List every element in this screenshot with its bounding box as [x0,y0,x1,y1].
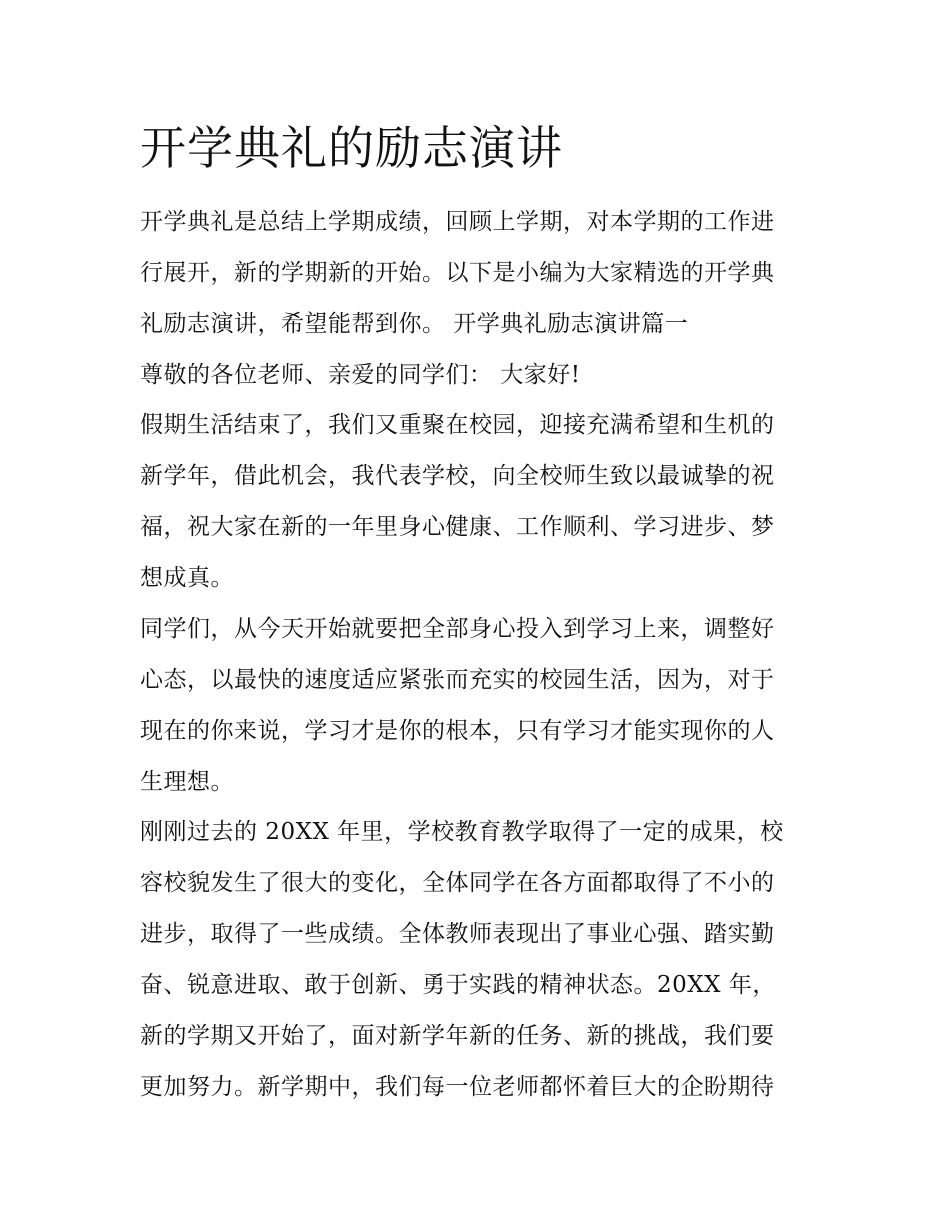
body-line: 心态，以最快的速度适应紧张而充实的校园生活，因为，对于 [140,667,775,693]
body-line: 行展开，新的学期新的开始。以下是小编为大家精选的开学典 [140,260,775,286]
body-line: 更加努力。新学期中，我们每一位老师都怀着巨大的企盼期待 [140,1074,775,1100]
document-title: 开学典礼的励志演讲 [140,121,563,175]
body-line: 同学们，从今天开始就要把全部身心投入到学习上来，调整好 [140,616,775,642]
body-line: 假期生活结束了，我们又重聚在校园，迎接充满希望和生机的 [140,412,775,438]
body-line: 福，祝大家在新的一年里身心健康、工作顺利、学习进步、梦 [140,514,775,540]
body-line: 新的学期又开始了，面对新学年新的任务、新的挑战，我们要 [140,1023,775,1049]
body-line: 进步，取得了一些成绩。全体教师表现出了事业心强、踏实勤 [140,921,775,947]
body-line: 开学典礼是总结上学期成绩，回顾上学期，对本学期的工作进 [140,209,775,235]
body-line: 刚刚过去的 20XX 年里，学校教育教学取得了一定的成果，校 [140,819,784,845]
body-line: 生理想。 [140,769,234,795]
body-line: 现在的你来说，学习才是你的根本，只有学习才能实现你的人 [140,718,775,744]
body-line: 想成真。 [140,565,234,591]
body-line: 奋、锐意进取、敢于创新、勇于实践的精神状态。20XX 年， [140,972,776,998]
body-line: 礼励志演讲，希望能帮到你。 开学典礼励志演讲篇一 [140,311,689,337]
body-line: 新学年，借此机会，我代表学校，向全校师生致以最诚挚的祝 [140,463,775,489]
body-line: 尊敬的各位老师、亲爱的同学们： 大家好! [140,362,581,388]
body-line: 容校貌发生了很大的变化，全体同学在各方面都取得了不小的 [140,870,775,896]
